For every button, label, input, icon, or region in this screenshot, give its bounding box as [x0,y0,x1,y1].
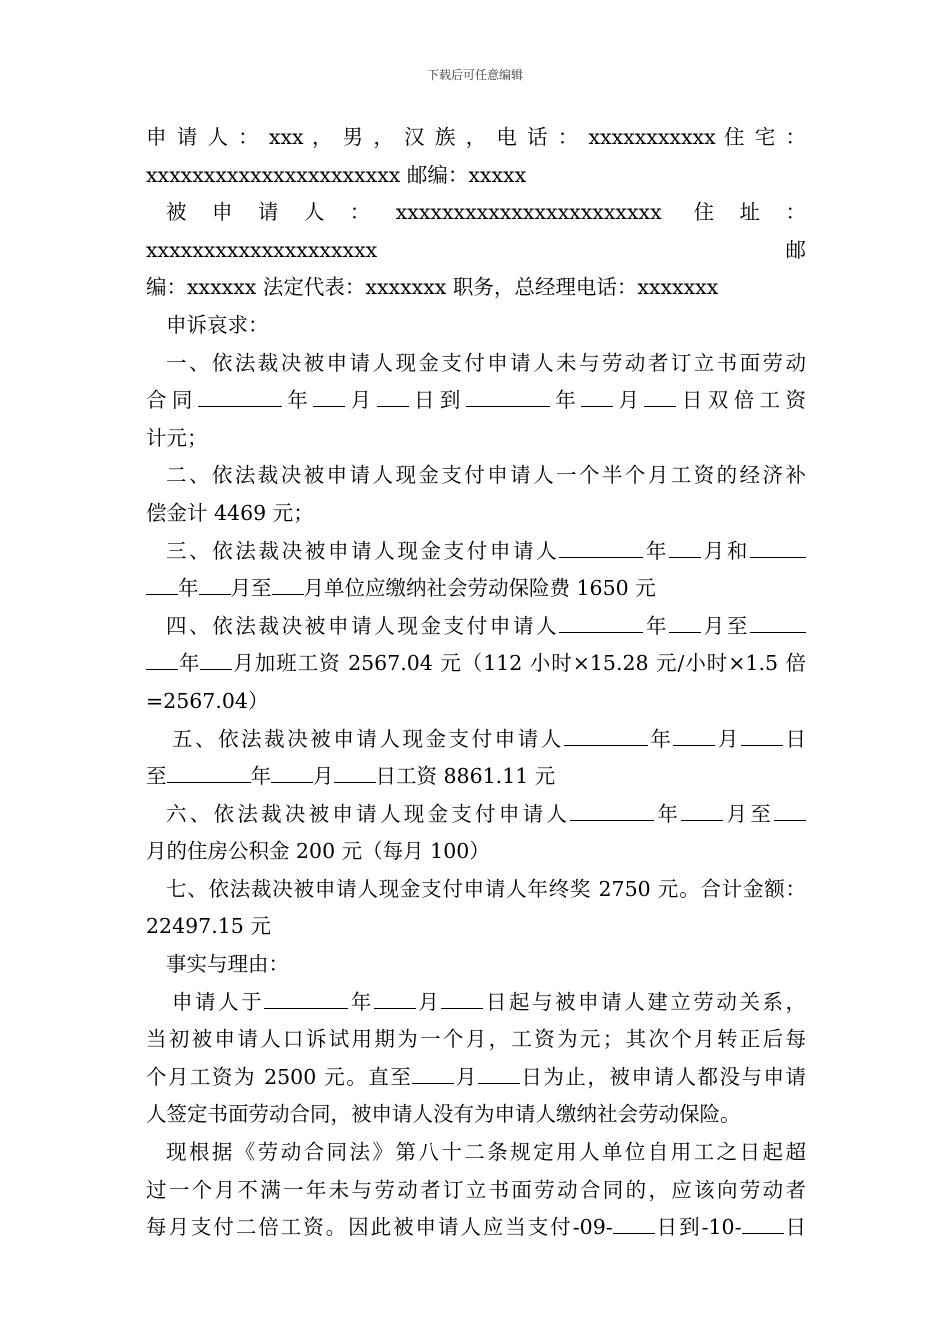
claim-3-line-1: 三、依法裁决被申请人现金支付申请人 年 月和 [146,533,806,571]
claim-1-line-2: 合同 年 月 日到 年 月 日双倍工资 [146,388,807,413]
claim-4-line-1: 四、依法裁决被申请人现金支付申请人 年 月至 [146,608,806,646]
claim-4-line-3: =2567.04） [146,688,269,713]
facts-title: 事实与理由： [166,952,289,977]
claim-1-line-1: 一、依法裁决被申请人现金支付申请人未与劳动者订立书面劳动 [166,350,806,375]
claim-2-line-1: 二、依法裁决被申请人现金支付申请人一个半个月工资的经济补 [166,463,806,488]
facts-1-line-4: 人签定书面劳动合同，被申请人没有为申请人缴纳社会劳动保险。 [146,1102,741,1127]
claims-title: 申诉哀求： [166,312,269,337]
claim-7-line-2: 22497.15 元 [146,914,271,939]
claim-4-line-2: 年 月加班工资 2567.04 元（112 小时×15.28 元/小时×1.5 倍 [146,645,806,683]
facts-2-line-1: 现根据《劳动合同法》第八十二条规定用人单位自用工之日起超 [166,1140,806,1165]
facts-1-line-2: 当初被申请人口诉试用期为一个月，工资为元；其次个月转正后每 [146,1027,806,1052]
claim-5-line-2: 至 年 月 日工资 8861.11 元 [146,764,556,789]
applicant-line-2: xxxxxxxxxxxxxxxxxxxxxx 邮编：xxxxx [146,162,527,187]
claim-2-line-2: 偿金计 4469 元； [146,500,314,525]
claim-5-line-1: 五、依法裁决被申请人现金支付申请人 年 月 日 [172,726,807,751]
applicant-line-1: 申 请 人 ： xxx ， 男 ， 汉 族 ， 电 话 ： xxxxxxxxxxx 住 宅 ： [146,125,806,149]
respondent-line-2: 编：xxxxxx 法定代表：xxxxxxx 职务，总经理电话：xxxxxxx [146,275,719,300]
claim-3-line-2: 年 月至 月单位应缴纳社会劳动保险费 1650 元 [146,570,806,608]
facts-1-line-3: 个月工资为 2500 元。直至 月 日为止，被申请人都没与申请 [146,1064,807,1089]
document-body [146,119,806,1247]
claim-1-line-3: 计元； [146,425,208,450]
page-header-note: 下载后可任意编辑 [426,68,523,82]
respondent-line-1: 被申请人：xxxxxxxxxxxxxxxxxxxxxxx 住址：xxxxxxxxxxxxxxxxxxxx 邮 [146,200,806,262]
facts-1-line-1: 申请人于 年 月 日起与被申请人建立劳动关系， [172,989,807,1014]
claim-6-line-1: 六、依法裁决被申请人现金支付申请人 年 月至 [146,796,806,834]
claim-6-line-2: 月的住房公积金 200 元（每月 100） [146,839,490,864]
facts-2-line-2: 过一个月不满一年未与劳动者订立书面劳动合同的，应该向劳动者 [146,1177,806,1202]
facts-2-line-3: 每月支付二倍工资。因此被申请人应当支付-09- 日到-10- 日 [146,1215,806,1240]
claim-7-line-1: 七、依法裁决被申请人现金支付申请人年终奖 2750 元。合计金额： [166,876,806,901]
